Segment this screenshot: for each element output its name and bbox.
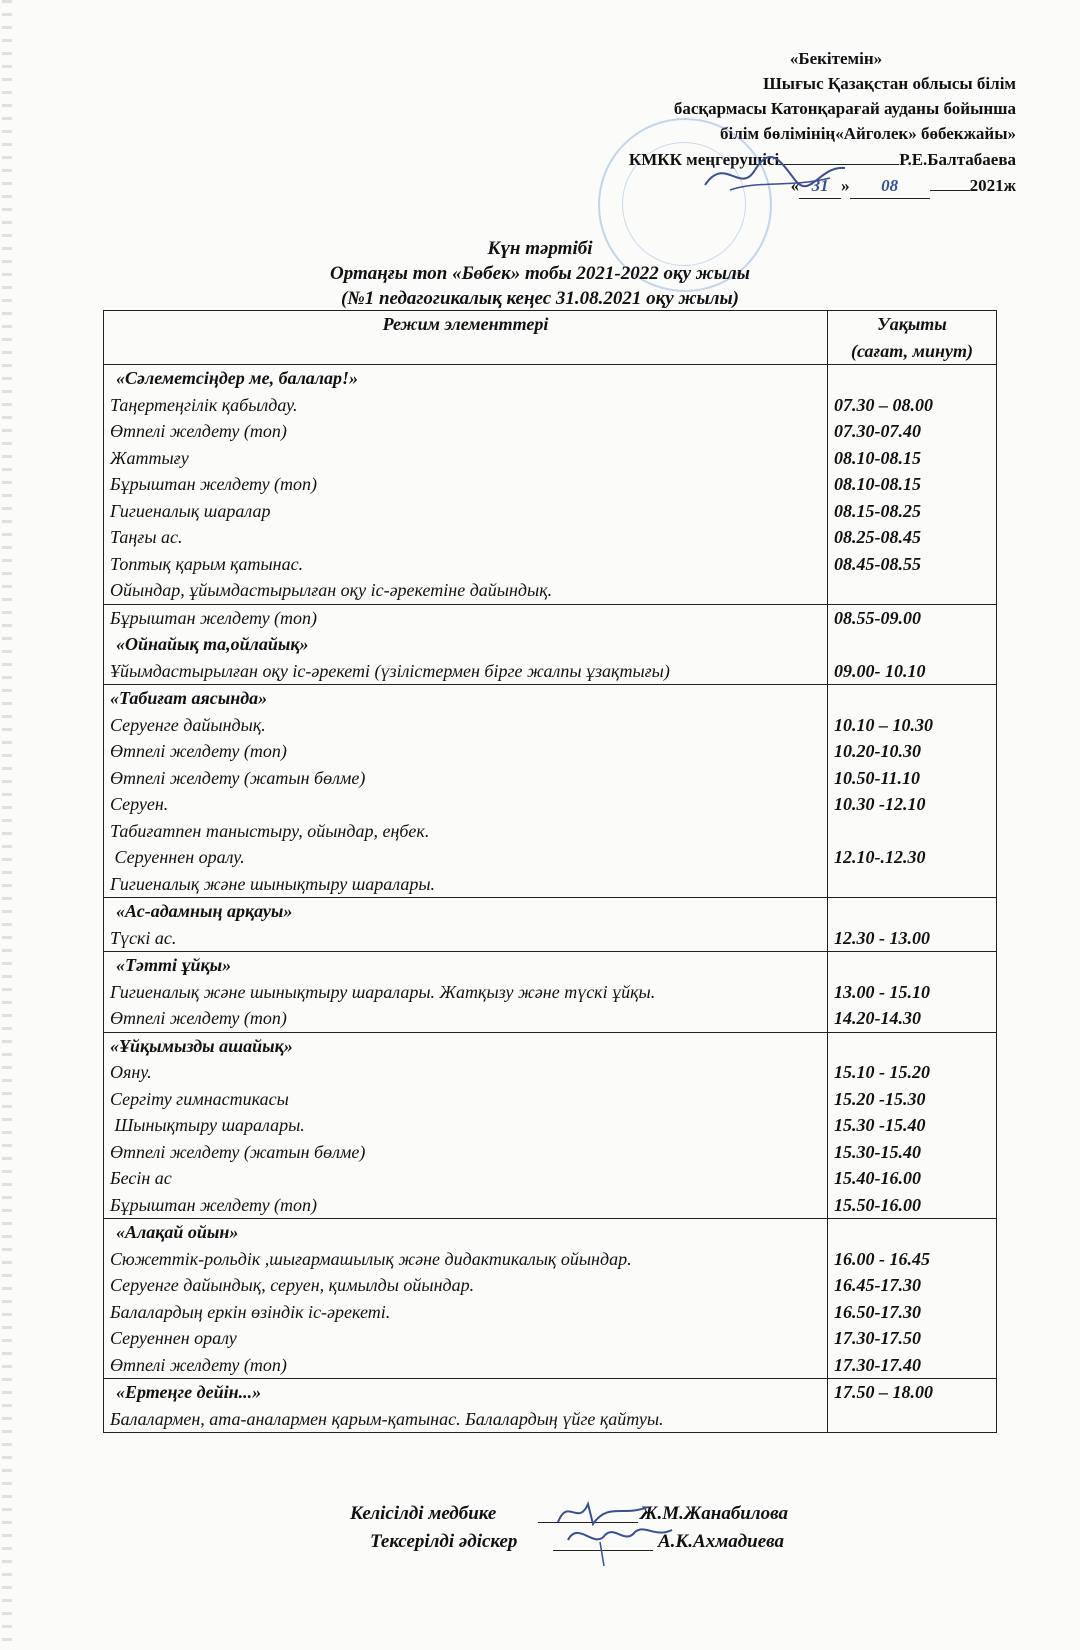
list-item: Гигиеналық және шынықтыру шаралары. Жатқызу және түскі ұйқы. [110, 981, 656, 1002]
section-title: «Ұйқымызды ашайық» [110, 1035, 293, 1056]
approval-date: « 31 » 08 2021ж [546, 172, 1016, 199]
list-item: Сергіту гимнастикасы [110, 1088, 289, 1109]
methodist-signature-row [0, 1528, 1080, 1556]
head-role: КМКК меңгерушісі [628, 150, 780, 169]
list-item: Өтпелі желдету (топ) [110, 741, 287, 761]
list-item: Өтпелі желдету (жатын бөлме) [110, 767, 366, 788]
list-item: Серуенге дайындық. [110, 714, 266, 735]
list-item: Серуеннен оралу. [110, 847, 245, 867]
section-title: «Ас-адамның арқауы» [116, 901, 293, 921]
time-value: 10.10 – 10.30 [834, 714, 933, 735]
list-item: Гигиеналық шаралар [110, 500, 271, 521]
time-value: 10.30 -12.10 [834, 794, 926, 814]
time-value: 17.30-17.40 [834, 1354, 921, 1375]
approval-title: «Бекітемін» [789, 49, 883, 68]
list-item: Түскі ас. [110, 927, 177, 948]
time-value: 08.10-08.15 [834, 447, 921, 468]
time-value: 15.40-16.00 [834, 1168, 921, 1188]
nurse-signature-row [0, 1500, 1080, 1528]
list-item: Бұрыштан желдету (топ) [110, 607, 318, 628]
col-time-header: Уақыты (сағат, минут) [828, 311, 997, 365]
page-subtitle: Ортаңғы топ «Бөбек» тобы 2021-2022 оқу жылы [330, 263, 750, 284]
date-day: 31 [799, 173, 841, 199]
approval-line-3: білім бөлімінің«Айголек» бөбекжайы» [720, 124, 1016, 143]
list-item: Серуен. [110, 794, 169, 814]
list-item: Таңғы ас. [110, 527, 183, 547]
list-item: Ойындар, ұйымдастырылған оқу іс-әрекетіне дайындық. [110, 580, 553, 600]
list-item: Өтпелі желдету (жатын бөлме) [110, 1141, 366, 1162]
time-value: 16.50-17.30 [834, 1301, 921, 1322]
schedule-table [103, 310, 997, 1433]
date-year: 2021ж [969, 176, 1016, 195]
section-title: «Алақай ойын» [116, 1222, 239, 1242]
time-value: 16.45-17.30 [834, 1275, 921, 1295]
time-value: 08.45-08.55 [834, 553, 921, 574]
list-item: Табиғатпен таныстыру, ойындар, еңбек. [110, 820, 430, 841]
list-item: Серуенге дайындық, серуен, қимылды ойындар. [110, 1275, 475, 1295]
time-value: 15.10 - 15.20 [834, 1062, 930, 1082]
list-item: Балалардың еркін өзіндік іс-әрекеті. [110, 1301, 391, 1322]
council-note: (№1 педагогикалық кеңес 31.08.2021 оқу жылы) [341, 288, 739, 309]
table-header-row [104, 311, 997, 365]
list-item: Өтпелі желдету (топ) [110, 1008, 287, 1028]
page-title: Күн тәртібі [487, 238, 593, 259]
methodist-name: А.К.Ахмадиева [658, 1531, 785, 1552]
list-item: Шынықтыру шаралары. [110, 1115, 305, 1135]
date-month: 08 [850, 173, 930, 199]
time-value: 17.30-17.50 [834, 1328, 921, 1348]
time-value: 17.50 – 18.00 [834, 1382, 933, 1402]
section-title: «Ертеңге дейін...» [116, 1382, 262, 1402]
time-value: 13.00 - 15.10 [834, 981, 930, 1002]
list-item: Сюжеттік-рольдік ,шығармашылық және дидактикалық ойындар. [110, 1248, 632, 1269]
col-elements-header: Режим элементтері [104, 311, 828, 365]
head-signature [700, 150, 850, 200]
time-value: 15.20 -15.30 [834, 1088, 926, 1109]
section-title: «Ойнайық та,ойлайық» [116, 634, 309, 654]
section-row-wakeup [104, 1032, 997, 1219]
time-value: 14.20-14.30 [834, 1008, 921, 1028]
nurse-label: Келісілді медбике [350, 1503, 497, 1524]
list-item: Серуеннен оралу [110, 1328, 237, 1348]
section-row-sleep [104, 952, 997, 1033]
time-value: 15.30 -15.40 [834, 1115, 926, 1135]
time-value: 16.00 - 16.45 [834, 1248, 930, 1269]
list-item: Бұрыштан желдету (топ) [110, 474, 318, 494]
time-value: 07.30-07.40 [834, 421, 921, 441]
time-value: 15.30-15.40 [834, 1141, 921, 1162]
methodist-label: Тексерілді әдіскер [370, 1531, 518, 1552]
section-row-play-think [104, 604, 997, 685]
time-value: 15.50-16.00 [834, 1194, 921, 1215]
list-item: Бесін ас [110, 1168, 172, 1188]
section-row-till-tomorrow [104, 1379, 997, 1433]
head-name: Р.Е.Балтабаева [899, 150, 1016, 169]
section-row-greeting [104, 365, 997, 605]
nurse-name: Ж.М.Жанабилова [640, 1503, 788, 1524]
time-value: 12.30 - 13.00 [834, 927, 930, 948]
methodist-signature [560, 1520, 680, 1570]
list-item: Бұрыштан желдету (топ) [110, 1194, 318, 1215]
time-value: 07.30 – 08.00 [834, 394, 933, 415]
list-item: Таңертеңгілік қабылдау. [110, 394, 298, 415]
list-item: Өтпелі желдету (топ) [110, 1354, 287, 1375]
section-title: «Тәтті ұйқы» [116, 955, 232, 975]
time-value: 12.10-.12.30 [834, 847, 926, 867]
time-value: 08.55-09.00 [834, 607, 921, 628]
list-item: Гигиеналық және шынықтыру шаралары. [110, 873, 436, 894]
section-row-lunch [104, 898, 997, 952]
time-value: 08.25-08.45 [834, 527, 921, 547]
list-item: Топтық қарым қатынас. [110, 553, 304, 574]
list-item: Балалармен, ата-аналармен қарым-қатынас. Балалардың үйге қайтуы. [110, 1408, 664, 1429]
section-title: «Табиғат аясында» [110, 688, 268, 708]
time-value: 08.10-08.15 [834, 474, 921, 494]
list-item: Ояну. [110, 1062, 152, 1082]
time-value: 08.15-08.25 [834, 500, 921, 521]
approval-line-2: басқармасы Катонқарағай ауданы бойынша [673, 99, 1016, 118]
list-item: Өтпелі желдету (топ) [110, 421, 287, 441]
list-item: Жаттығу [110, 447, 189, 468]
approval-line-1: Шығыс Қазақстан облысы білім [763, 74, 1016, 93]
section-title: «Сәлеметсіңдер ме, балалар!» [116, 368, 359, 388]
title-block [0, 236, 1080, 311]
section-row-nature [104, 685, 997, 898]
time-value: 09.00- 10.10 [834, 660, 926, 681]
signature-footer [0, 1500, 1080, 1556]
time-value: 10.20-10.30 [834, 741, 921, 761]
time-value: 10.50-11.10 [834, 767, 921, 788]
section-row-games [104, 1219, 997, 1379]
list-item: Ұйымдастырылған оқу іс-әрекеті (үзілістермен бірге жалпы ұзақтығы) [110, 660, 670, 681]
